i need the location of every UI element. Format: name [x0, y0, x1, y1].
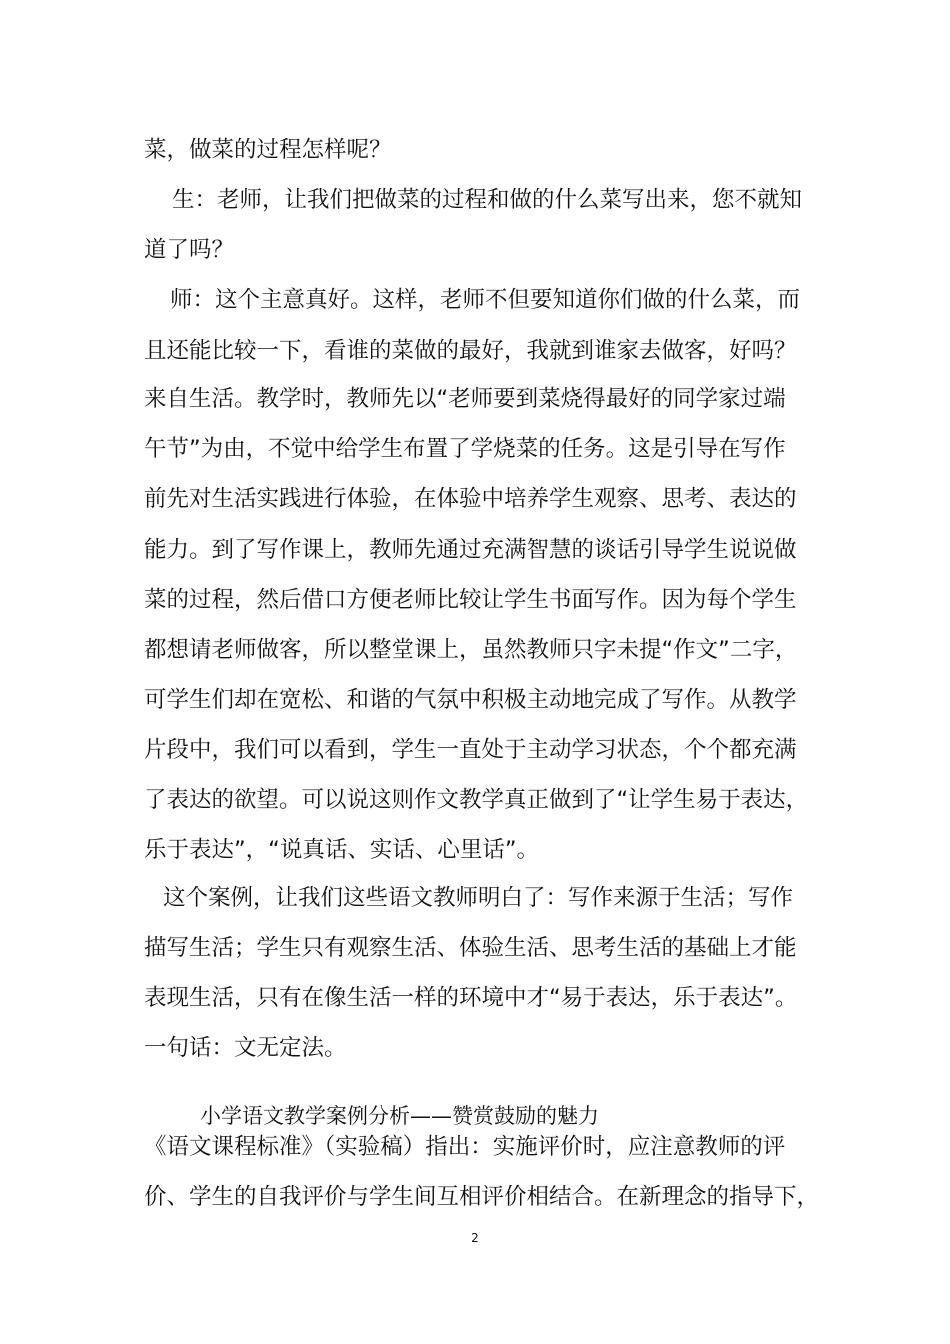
text-line: 菜，做菜的过程怎样呢？ — [144, 137, 392, 163]
text-line: 这个案例，让我们这些语文教师明白了：写作来源于生活；写作 — [163, 885, 794, 911]
text-line: 可学生们却在宽松、和谐的气氛中积极主动地完成了写作。从教学 — [144, 687, 797, 713]
text-line: 生：老师，让我们把做菜的过程和做的什么菜写出来，您不就知 — [172, 187, 803, 213]
text-line: 能力。到了写作课上，教师先通过充满智慧的谈话引导学生说说做 — [144, 537, 797, 563]
text-line: 都想请老师做客，所以整堂课上，虽然教师只字未提“作文”二字， — [144, 637, 798, 663]
text-line: 前先对生活实践进行体验，在体验中培养学生观察、思考、表达的 — [144, 486, 797, 512]
text-line: 菜的过程，然后借口方便老师比较让学生书面写作。因为每个学生 — [144, 587, 797, 613]
text-line: 表现生活，只有在像生活一样的环境中才“易于表达，乐于表达”。 — [144, 985, 798, 1011]
text-line: 午节”为由，不觉中给学生布置了学烧菜的任务。这是引导在写作 — [144, 436, 786, 462]
text-line: 《语文课程标准》（实验稿）指出：实施评价时，应注意教师的评 — [144, 1134, 786, 1160]
text-line: 师：这个主意真好。这样，老师不但要知道你们做的什么菜，而 — [170, 287, 801, 313]
text-line: 乐于表达”，“说真话、实话、心里话”。 — [144, 837, 539, 863]
text-line: 价、学生的自我评价与学生间互相评价相结合。在新理念的指导下， — [144, 1184, 820, 1210]
text-line: 描写生活；学生只有观察生活、体验生活、思考生活的基础上才能 — [144, 935, 797, 961]
text-line: 道了吗？ — [144, 237, 235, 263]
text-line: 来自生活。教学时，教师先以“老师要到菜烧得最好的同学家过端 — [144, 386, 786, 412]
text-line: 片段中，我们可以看到，学生一直处于主动学习状态，个个都充满 — [144, 737, 797, 763]
text-line: 且还能比较一下，看谁的菜做的最好，我就到谁家去做客，好吗？ — [144, 338, 797, 364]
page-number: 2 — [471, 1231, 479, 1245]
text-line: 一句话：文无定法。 — [144, 1035, 347, 1061]
section-heading: 小学语文教学案例分析——赞赏鼓励的魅力 — [200, 1104, 599, 1128]
text-line: 了表达的欲望。可以说这则作文教学真正做到了“让学生易于表达， — [144, 787, 809, 813]
